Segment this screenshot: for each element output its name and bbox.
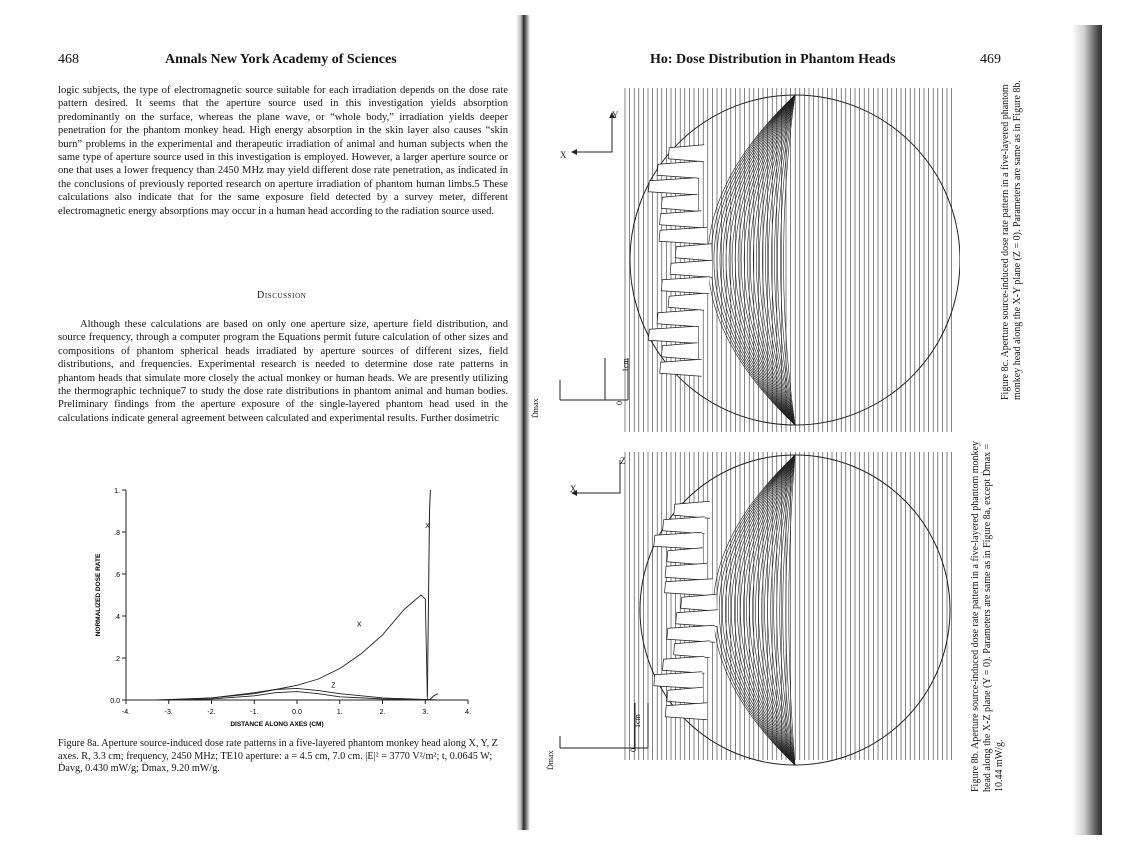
- annotation-z: Z: [331, 682, 336, 690]
- contour-line: [738, 95, 795, 425]
- page-edge-shadow: [1072, 25, 1102, 835]
- dose-peak: [676, 610, 718, 627]
- y-tick-label: .6: [114, 572, 120, 579]
- contour-line: [732, 95, 795, 425]
- series-z-line: [156, 688, 438, 700]
- x-tick-label: 4.: [465, 709, 471, 716]
- dose-peak: [657, 161, 699, 178]
- x-axis-label: DISTANCE ALONG AXES (CM): [230, 721, 324, 728]
- y-axis-label: NORMALIZED DOSE RATE: [95, 553, 102, 637]
- contour-line: [762, 455, 795, 765]
- figure-8a-caption: Figure 8a. Aperture source-induced dose rate patterns in a five-layered phantom monkey head along X, Y, Z axes. R, 3.3 cm; frequency, 2450 MHz; TE10 aperture: a = 4.5 cm, 7.0 cm. |E|² = 3770 V²/m²; t, 0.0645 W; Ḋavg, 0.430 mW/g; Ḋmax, 9.20 mW/g.: [58, 738, 498, 775]
- contour-line: [729, 95, 795, 425]
- dose-peak: [670, 260, 712, 277]
- y-tick-label: .2: [114, 656, 120, 663]
- left-page-number: 468: [58, 52, 79, 67]
- figure-8c-plot: [530, 80, 960, 440]
- annotation-x: X: [356, 621, 362, 629]
- dose-peak: [665, 563, 707, 580]
- contour-line: [784, 95, 795, 425]
- left-running-head: Annals New York Academy of Sciences: [165, 52, 397, 67]
- contour-line: [737, 455, 795, 765]
- contour-line: [780, 95, 795, 425]
- dose-peak: [661, 194, 697, 211]
- fig8c-zero-label: 0: [615, 401, 624, 405]
- dose-peak: [674, 641, 710, 658]
- contour-line: [711, 95, 795, 425]
- dose-peak: [675, 244, 711, 261]
- fig8b-zero-label: 0: [629, 748, 638, 752]
- dose-peak: [660, 359, 702, 376]
- book-spine: [516, 15, 530, 830]
- x-tick-label: -3.: [164, 709, 173, 716]
- dose-peak: [654, 672, 702, 689]
- right-page-number: 469: [980, 52, 1001, 67]
- dose-peak: [665, 703, 707, 720]
- x-tick-label: -2.: [207, 709, 216, 716]
- dose-peak: [665, 579, 713, 596]
- y-tick-label: 0.0: [110, 698, 120, 705]
- dose-peak: [660, 211, 702, 228]
- dose-peak: [681, 594, 717, 611]
- fig8c-axis-y-label: Y: [612, 110, 619, 120]
- figure-8b-caption: Figure 8b. Aperture source-induced dose rate pattern in a five-layered phantom monkey head along the X-Z plane (Y = 0). Parameters are same as in Figure 8a, except Ḋmax = 10.44 mW/g.: [970, 441, 1005, 792]
- dose-peak: [668, 293, 704, 310]
- x-tick-label: 2.: [379, 709, 386, 716]
- x-tick-label: 0.0: [292, 709, 302, 716]
- contour-line: [789, 455, 795, 765]
- paragraph-2: Although these calculations are based on only one aperture size, aperture field distribution, and source frequency, through a computer program the Equations permit future calculation of other sizes and compositions of phantom spherical heads irradiated by aperture sources of different sizes, field distributions, and frequencies. Experimental research is needed to determine dose rate patterns in phantom heads that simulate more closely the actual monkey or human heads. We are presently utilizing the thermographic technique7 to study the dose rate distributions in phantom animal and human bodies. Preliminary findings from the aperture exposure of the single-layered phantom head used in the calculations indicate general agreement between calculated and experimental results. Further dosimetric: [58, 319, 508, 424]
- paragraph-1: logic subjects, the type of electromagnetic source suitable for each irradiation depends on the dose rate pattern desired. It seems that the aperture source used in this investigation yields absorption predominantly on the surface, whereas the plane wave, or “whole body,” irradiation yields deeper penetration for the phantom monkey head. High energy absorption in the skin layer also causes “skin burn” problems in the experimental and therapeutic irradiation of animal and human subjects when the same type of aperture source used in this investigation is employed. However, a larger aperture source or one that uses a lower frequency than 2450 MHz may yield different dose rate penetration, as indicated in the conclusions of previously reported research on aperture irradiation of phantom human limbs.5 These calculations also indicate that for the same exposure field detected by a survey meter, different electromagnetic energy absorptions may occur in a human head according to the radiation source used.: [58, 85, 508, 217]
- figure-8c-caption: Figure 8c. Aperture source-induced dose rate pattern in a five-layered phantom monkey head along the X-Y plane (Z = 0). Parameters are same as in Figure 8b.: [1000, 80, 1023, 400]
- fig8b-dmax-label: Ḋmax: [546, 750, 555, 770]
- dose-peak: [667, 548, 703, 565]
- x-tick-label: 3.: [422, 709, 429, 716]
- fig8b-axis-x-label: X: [570, 484, 577, 494]
- fig8b-axis-z-label: Z: [620, 456, 626, 466]
- contour-line: [708, 95, 795, 425]
- dose-peak: [648, 326, 696, 343]
- fig8b-scale-label: 1cm: [633, 714, 642, 728]
- dose-peak: [661, 343, 697, 360]
- dose-peak: [674, 501, 710, 518]
- x-tick-label: 1.: [336, 709, 343, 716]
- dose-peak: [668, 145, 704, 162]
- dose-peak: [662, 656, 704, 673]
- series-x-edge: [427, 490, 430, 696]
- fig8c-dmax-label: Ḋmax: [531, 398, 540, 418]
- y-tick-label: 1.: [114, 488, 120, 495]
- contour-line: [723, 95, 795, 425]
- x-tick-label: -4.: [121, 709, 131, 716]
- y-tick-label: .4: [114, 614, 120, 621]
- y-tick-label: .8: [114, 530, 120, 537]
- figure-8b-plot: [530, 448, 960, 768]
- contour-line: [725, 455, 795, 765]
- annotation-x-top: X: [425, 522, 430, 530]
- fig8c-scale-label: 1cm: [621, 358, 630, 372]
- dose-peak: [648, 178, 696, 195]
- dose-peak: [667, 625, 715, 642]
- dose-peak: [657, 310, 699, 327]
- x-tick-label: -1.: [250, 709, 259, 716]
- dose-peak: [663, 517, 705, 534]
- fig8c-axis-x-label: X: [560, 150, 567, 160]
- right-running-head: Ho: Dose Distribution in Phantom Heads: [650, 52, 896, 67]
- section-heading-discussion: Discussion: [257, 290, 307, 301]
- dose-peak: [654, 532, 702, 549]
- dose-peak: [659, 227, 707, 244]
- figure-8a-chart: [90, 480, 490, 730]
- dose-peak: [661, 277, 709, 294]
- series-x-line: [156, 595, 438, 700]
- dose-peak: [667, 687, 703, 704]
- contour-line: [780, 455, 795, 765]
